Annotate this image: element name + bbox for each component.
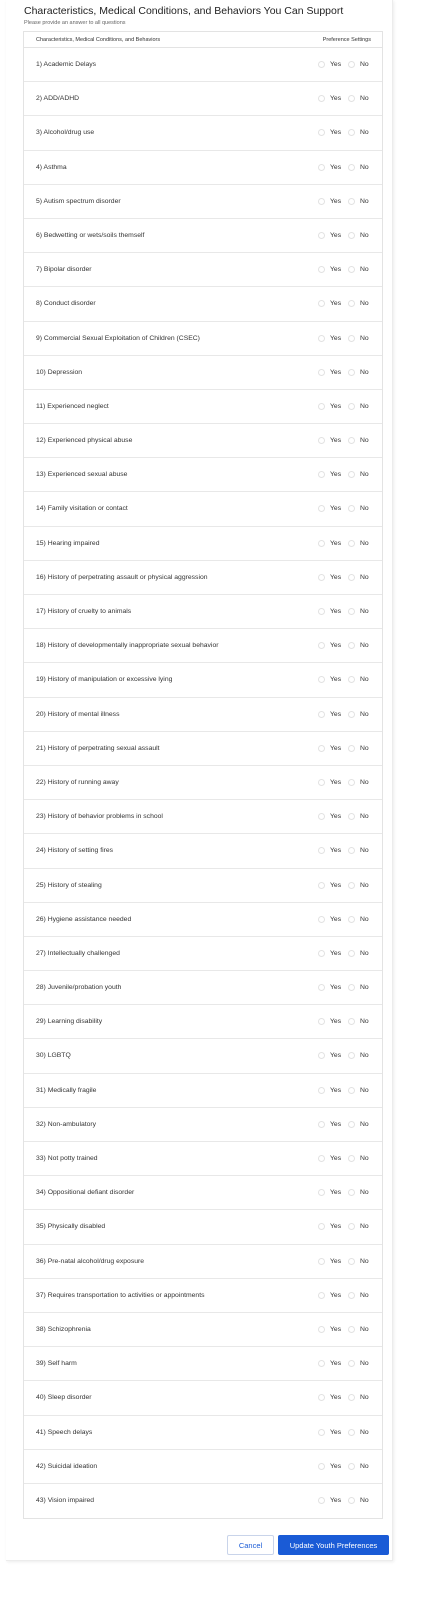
table-body (24, 48, 382, 1518)
yes-label: Yes (330, 1325, 342, 1333)
yes-label: Yes (330, 1052, 342, 1060)
no-radio[interactable] (348, 505, 355, 512)
yes-radio[interactable] (318, 1189, 325, 1196)
yes-label: Yes (330, 813, 342, 821)
no-label: No (360, 1189, 369, 1197)
no-radio[interactable] (348, 882, 355, 889)
no-label: No (360, 1257, 369, 1265)
table-row (24, 595, 382, 629)
row-label: 19) History of manipulation or excessive lying (36, 676, 173, 684)
table-row (24, 834, 382, 868)
row-label: 1) Academic Delays (36, 61, 97, 68)
table-row (24, 219, 382, 253)
row-label: 13) Experienced sexual abuse (36, 471, 128, 479)
no-radio[interactable] (348, 1155, 355, 1162)
table-row (24, 253, 382, 287)
row-label: 3) Alcohol/drug use (36, 129, 95, 137)
row-label: 36) Pre-natal alcohol/drug exposure (36, 1257, 145, 1265)
yes-radio[interactable] (318, 1360, 325, 1367)
no-label: No (360, 642, 369, 650)
yes-label: Yes (330, 1120, 342, 1128)
no-radio[interactable] (348, 232, 355, 239)
no-radio[interactable] (348, 1360, 355, 1367)
no-label: No (360, 129, 369, 137)
no-radio[interactable] (348, 984, 355, 991)
table-row (24, 322, 382, 356)
yes-label: Yes (330, 744, 342, 752)
table-row (24, 287, 382, 321)
yes-radio[interactable] (318, 300, 325, 307)
no-label: No (360, 197, 369, 205)
row-label: 14) Family visitation or contact (36, 505, 128, 513)
yes-label: Yes (330, 61, 342, 68)
section-title: Characteristics, Medical Conditions, and Behaviors You Can Support (24, 5, 344, 17)
table-row (24, 356, 382, 390)
no-radio[interactable] (348, 540, 355, 547)
row-label: 41) Speech delays (36, 1428, 93, 1436)
table-row (24, 1245, 382, 1279)
column-header-preferences: Preference Settings (322, 37, 371, 43)
row-label: 27) Intellectually challenged (36, 949, 120, 957)
table-row (24, 1313, 382, 1347)
row-label: 7) Bipolar disorder (36, 266, 92, 274)
yes-radio[interactable] (318, 950, 325, 957)
row-label: 37) Requires transportation to activities or appointments (36, 1291, 205, 1299)
yes-label: Yes (330, 1496, 342, 1504)
column-header-characteristics: Characteristics, Medical Conditions, and Behaviors (36, 37, 161, 43)
no-label: No (360, 915, 369, 923)
yes-label: Yes (330, 1428, 342, 1436)
row-label: 33) Not potty trained (36, 1155, 98, 1162)
yes-radio[interactable] (318, 1497, 325, 1504)
yes-radio[interactable] (318, 335, 325, 342)
yes-label: Yes (330, 1223, 342, 1231)
no-radio[interactable] (348, 164, 355, 171)
no-radio[interactable] (348, 1497, 355, 1504)
row-label: 16) History of perpetrating assault or physical aggression (36, 573, 208, 581)
table-row (24, 1039, 382, 1073)
no-label: No (360, 368, 369, 376)
no-label: No (360, 1360, 369, 1368)
yes-label: Yes (330, 129, 342, 137)
table-row (24, 1381, 382, 1415)
yes-label: Yes (330, 847, 342, 855)
row-label: 28) Juvenile/probation youth (36, 984, 122, 992)
yes-radio[interactable] (318, 164, 325, 171)
row-label: 43) Vision impaired (36, 1496, 95, 1504)
yes-radio[interactable] (318, 1121, 325, 1128)
no-radio[interactable] (348, 574, 355, 581)
table-row (24, 1279, 382, 1313)
table-row (24, 116, 382, 150)
row-label: 31) Medically fragile (36, 1086, 97, 1094)
no-label: No (360, 402, 369, 410)
yes-radio[interactable] (318, 471, 325, 478)
update-youth-preferences-button[interactable]: Update Youth Preferences (278, 1535, 389, 1555)
no-label: No (360, 1496, 369, 1504)
no-radio[interactable] (348, 1326, 355, 1333)
no-radio[interactable] (348, 847, 355, 854)
row-label: 6) Bedwetting or wets/soils themself (36, 231, 145, 239)
no-radio[interactable] (348, 1292, 355, 1299)
row-label: 39) Self harm (36, 1360, 77, 1368)
no-radio[interactable] (348, 1121, 355, 1128)
yes-label: Yes (330, 300, 342, 308)
row-label: 17) History of cruelty to animals (36, 608, 132, 615)
no-label: No (360, 1223, 369, 1231)
yes-label: Yes (330, 710, 342, 718)
row-label: 21) History of perpetrating sexual assault (36, 744, 160, 752)
yes-radio[interactable] (318, 882, 325, 889)
yes-label: Yes (330, 334, 342, 342)
table-row (24, 766, 382, 800)
table-row (24, 663, 382, 697)
yes-label: Yes (330, 1018, 342, 1026)
yes-label: Yes (330, 1291, 342, 1299)
yes-radio[interactable] (318, 745, 325, 752)
no-label: No (360, 61, 369, 68)
table-row (24, 1450, 382, 1484)
cancel-button[interactable]: Cancel (227, 1535, 274, 1555)
table-row (24, 185, 382, 219)
no-label: No (360, 163, 369, 171)
row-label: 11) Experienced neglect (36, 402, 109, 410)
no-label: No (360, 95, 369, 103)
no-radio[interactable] (348, 1429, 355, 1436)
no-label: No (360, 744, 369, 752)
row-label: 20) History of mental illness (36, 710, 120, 718)
yes-label: Yes (330, 984, 342, 992)
yes-radio[interactable] (318, 1087, 325, 1094)
no-radio[interactable] (348, 1052, 355, 1059)
no-label: No (360, 847, 369, 855)
yes-radio[interactable] (318, 1052, 325, 1059)
yes-radio[interactable] (318, 61, 325, 68)
yes-label: Yes (330, 1360, 342, 1368)
yes-label: Yes (330, 949, 342, 957)
yes-radio[interactable] (318, 505, 325, 512)
yes-radio[interactable] (318, 437, 325, 444)
no-radio[interactable] (348, 642, 355, 649)
yes-radio[interactable] (318, 608, 325, 615)
yes-label: Yes (330, 539, 342, 547)
table-row (24, 561, 382, 595)
yes-label: Yes (330, 778, 342, 786)
table-row (24, 1074, 382, 1108)
yes-label: Yes (330, 573, 342, 581)
table-row (24, 629, 382, 663)
no-label: No (360, 231, 369, 239)
yes-label: Yes (330, 1155, 342, 1162)
no-radio[interactable] (348, 950, 355, 957)
table-row (24, 903, 382, 937)
row-label: 15) Hearing impaired (36, 539, 100, 547)
no-label: No (360, 437, 369, 445)
no-label: No (360, 1462, 369, 1470)
no-label: No (360, 608, 369, 615)
table-row (24, 1484, 382, 1518)
yes-radio[interactable] (318, 1394, 325, 1401)
no-label: No (360, 334, 369, 342)
no-radio[interactable] (348, 369, 355, 376)
yes-radio[interactable] (318, 847, 325, 854)
no-label: No (360, 505, 369, 513)
yes-label: Yes (330, 163, 342, 171)
no-label: No (360, 1291, 369, 1299)
section-subtitle: Please provide an answer to all questions (24, 20, 126, 26)
no-radio[interactable] (348, 813, 355, 820)
no-radio[interactable] (348, 129, 355, 136)
row-label: 25) History of stealing (36, 881, 102, 889)
yes-radio[interactable] (318, 369, 325, 376)
yes-label: Yes (330, 642, 342, 650)
row-label: 4) Asthma (36, 163, 67, 171)
row-label: 18) History of developmentally inappropriate sexual behavior (36, 642, 219, 650)
no-label: No (360, 813, 369, 821)
yes-label: Yes (330, 471, 342, 479)
yes-radio[interactable] (318, 1463, 325, 1470)
no-radio[interactable] (348, 1018, 355, 1025)
no-radio[interactable] (348, 779, 355, 786)
table-row (24, 1005, 382, 1039)
row-label: 10) Depression (36, 368, 83, 376)
table-row (24, 527, 382, 561)
yes-radio[interactable] (318, 676, 325, 683)
no-radio[interactable] (348, 95, 355, 102)
yes-label: Yes (330, 608, 342, 615)
row-label: 32) Non-ambulatory (36, 1120, 97, 1128)
no-radio[interactable] (348, 1189, 355, 1196)
no-label: No (360, 676, 369, 684)
table-row (24, 82, 382, 116)
yes-label: Yes (330, 1462, 342, 1470)
yes-label: Yes (330, 197, 342, 205)
no-label: No (360, 1086, 369, 1094)
yes-label: Yes (330, 915, 342, 923)
no-label: No (360, 573, 369, 581)
yes-radio[interactable] (318, 574, 325, 581)
no-radio[interactable] (348, 916, 355, 923)
table-row (24, 390, 382, 424)
row-label: 30) LGBTQ (36, 1052, 71, 1060)
yes-label: Yes (330, 1086, 342, 1094)
yes-radio[interactable] (318, 1155, 325, 1162)
table-row (24, 151, 382, 185)
yes-label: Yes (330, 368, 342, 376)
table-row (24, 1176, 382, 1210)
yes-radio[interactable] (318, 95, 325, 102)
row-label: 38) Schizophrenia (36, 1325, 91, 1333)
row-label: 34) Oppositional defiant disorder (36, 1189, 135, 1197)
table-row (24, 48, 382, 82)
yes-radio[interactable] (318, 1292, 325, 1299)
no-radio[interactable] (348, 745, 355, 752)
no-radio[interactable] (348, 61, 355, 68)
table-row (24, 800, 382, 834)
row-label: 26) Hygiene assistance needed (36, 915, 132, 923)
no-label: No (360, 1325, 369, 1333)
no-label: No (360, 1428, 369, 1436)
no-label: No (360, 881, 369, 889)
table-row (24, 458, 382, 492)
yes-radio[interactable] (318, 1223, 325, 1230)
no-label: No (360, 710, 369, 718)
table-row (24, 869, 382, 903)
row-label: 5) Autism spectrum disorder (36, 197, 121, 205)
no-label: No (360, 984, 369, 992)
row-label: 29) Learning disability (36, 1018, 103, 1026)
no-label: No (360, 1155, 369, 1162)
no-radio[interactable] (348, 471, 355, 478)
no-label: No (360, 949, 369, 957)
table-row (24, 937, 382, 971)
no-radio[interactable] (348, 676, 355, 683)
preferences-card (6, 0, 393, 1561)
yes-label: Yes (330, 266, 342, 274)
yes-radio[interactable] (318, 1429, 325, 1436)
no-radio[interactable] (348, 1258, 355, 1265)
row-label: 35) Physically disabled (36, 1223, 106, 1231)
no-radio[interactable] (348, 437, 355, 444)
yes-radio[interactable] (318, 1258, 325, 1265)
row-label: 24) History of setting fires (36, 847, 114, 855)
yes-label: Yes (330, 231, 342, 239)
yes-radio[interactable] (318, 984, 325, 991)
row-label: 22) History of running away (36, 778, 119, 786)
yes-radio[interactable] (318, 232, 325, 239)
no-radio[interactable] (348, 1087, 355, 1094)
yes-radio[interactable] (318, 1326, 325, 1333)
no-radio[interactable] (348, 335, 355, 342)
no-label: No (360, 778, 369, 786)
no-label: No (360, 266, 369, 274)
no-radio[interactable] (348, 1223, 355, 1230)
table-row (24, 1142, 382, 1176)
yes-radio[interactable] (318, 779, 325, 786)
yes-radio[interactable] (318, 129, 325, 136)
no-radio[interactable] (348, 198, 355, 205)
table-row (24, 1416, 382, 1450)
table-row (24, 732, 382, 766)
row-label: 2) ADD/ADHD (36, 95, 80, 103)
no-label: No (360, 1394, 369, 1402)
yes-label: Yes (330, 881, 342, 889)
no-radio[interactable] (348, 266, 355, 273)
table-row (24, 424, 382, 458)
preferences-table (23, 31, 383, 1519)
no-label: No (360, 471, 369, 479)
no-radio[interactable] (348, 608, 355, 615)
row-label: 23) History of behavior problems in school (36, 813, 163, 821)
yes-label: Yes (330, 1189, 342, 1197)
row-label: 12) Experienced physical abuse (36, 437, 133, 445)
no-label: No (360, 1052, 369, 1060)
row-label: 40) Sleep disorder (36, 1394, 92, 1402)
yes-radio[interactable] (318, 813, 325, 820)
table-row (24, 1210, 382, 1244)
row-label: 42) Suicidal ideation (36, 1462, 98, 1470)
yes-label: Yes (330, 95, 342, 103)
no-radio[interactable] (348, 1463, 355, 1470)
yes-radio[interactable] (318, 266, 325, 273)
yes-label: Yes (330, 1394, 342, 1402)
yes-radio[interactable] (318, 198, 325, 205)
table-row (24, 1108, 382, 1142)
no-radio[interactable] (348, 403, 355, 410)
yes-label: Yes (330, 505, 342, 513)
yes-radio[interactable] (318, 1018, 325, 1025)
no-radio[interactable] (348, 1394, 355, 1401)
no-label: No (360, 1120, 369, 1128)
row-label: 8) Conduct disorder (36, 300, 96, 308)
table-row (24, 492, 382, 526)
no-radio[interactable] (348, 300, 355, 307)
yes-radio[interactable] (318, 642, 325, 649)
yes-radio[interactable] (318, 403, 325, 410)
yes-label: Yes (330, 402, 342, 410)
table-row (24, 698, 382, 732)
no-label: No (360, 539, 369, 547)
yes-label: Yes (330, 437, 342, 445)
table-row (24, 1347, 382, 1381)
yes-radio[interactable] (318, 711, 325, 718)
table-row (24, 971, 382, 1005)
no-label: No (360, 300, 369, 308)
yes-radio[interactable] (318, 540, 325, 547)
yes-label: Yes (330, 1257, 342, 1265)
row-label: 9) Commercial Sexual Exploitation of Children (CSEC) (36, 334, 200, 342)
no-label: No (360, 1018, 369, 1026)
yes-radio[interactable] (318, 916, 325, 923)
no-radio[interactable] (348, 711, 355, 718)
table-header (24, 32, 382, 48)
yes-label: Yes (330, 676, 342, 684)
